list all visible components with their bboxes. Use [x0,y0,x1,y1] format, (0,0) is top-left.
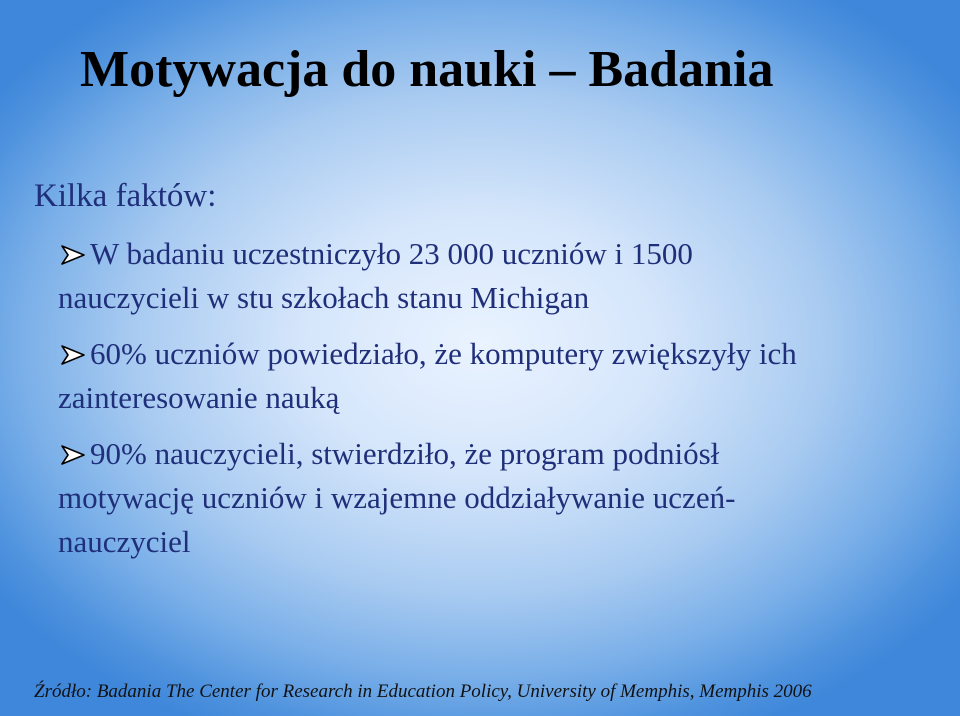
fact-item [58,332,948,420]
facts-list [58,232,948,576]
fact-line: nauczyciel [58,524,191,559]
arrow-bullet-icon [60,244,86,266]
fact-item [58,432,948,564]
arrow-bullet-icon [60,444,86,466]
slide-title: Motywacja do nauki – Badania [80,41,774,98]
fact-line: nauczycieli w stu szkołach stanu Michigan [58,280,590,315]
intro-text: Kilka faktów: [34,178,217,214]
fact-line: 60% uczniów powiedziało, że komputery zwiększyły ich [90,336,797,371]
fact-line: 90% nauczycieli, stwierdziło, że program podniósł [90,436,720,471]
arrow-bullet-icon [60,344,86,366]
fact-line: W badaniu uczestniczyło 23 000 uczniów i 1500 [90,236,693,271]
source-citation: Źródło: Badania The Center for Research in Education Policy, University of Memphis, Memphis 2006 [34,681,812,702]
fact-line: motywację uczniów i wzajemne oddziaływanie uczeń- [58,480,736,515]
fact-line: zainteresowanie nauką [58,380,340,415]
fact-item [58,232,948,320]
